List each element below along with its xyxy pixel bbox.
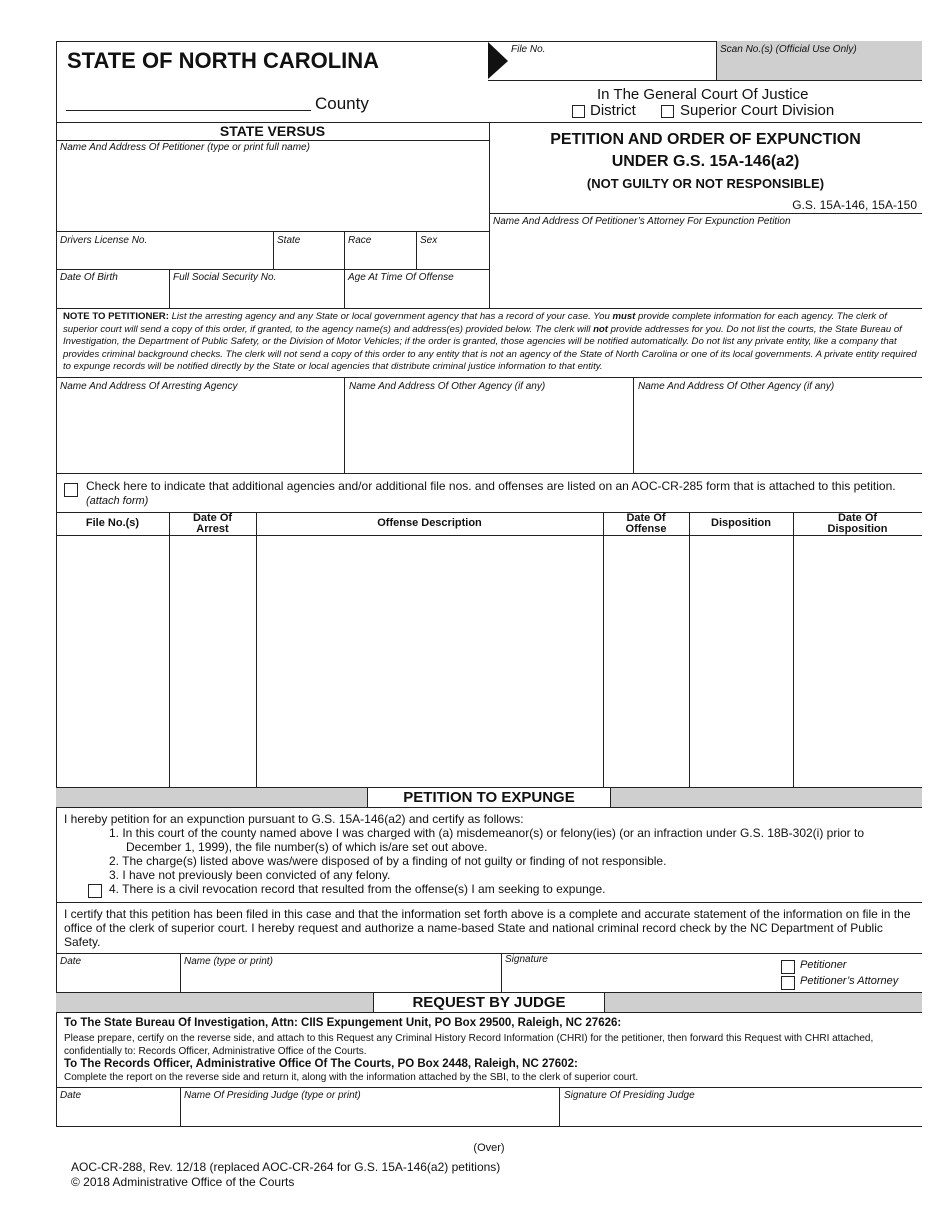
petition-item2: 2. The charge(s) listed above was/were disposed of by a finding of not guilty or finding of not responsible.	[109, 854, 667, 868]
race-sex-div	[416, 231, 417, 269]
petition-item1a: 1. In this court of the county named above I was charged with (a) misdemeanor(s) or felony(ies) (or an infraction under G.S. 18B-302(i) prior to	[109, 826, 865, 840]
agency-div2	[633, 377, 634, 473]
col-disposition: Disposition	[711, 517, 771, 529]
col-date-disp-1: Date Of	[837, 512, 878, 524]
col-offense-desc: Offense Description	[377, 517, 482, 529]
ssn-label: Full Social Security No.	[173, 272, 277, 283]
additional-agencies-checkbox[interactable]	[64, 481, 78, 499]
col-file-no: File No.(s)	[85, 517, 140, 529]
row-dob-top	[56, 269, 489, 270]
certify-text: I certify that this petition has been filed in this case and that the information set forth above is a complete and accurate statement of the information on file in the office of the clerk of superior court. I hereby request and authorize a name-based State and national criminal record check by the NC Department of Public Safety.	[64, 907, 911, 949]
additional-agencies-text	[86, 479, 906, 508]
sig-div2	[501, 953, 502, 992]
agency-bottom	[56, 473, 922, 474]
tcol2	[256, 512, 257, 787]
court-line: In The General Court Of Justice	[597, 86, 809, 103]
arrow-icon	[488, 42, 510, 80]
sig-div1	[180, 953, 181, 992]
district-label: District	[590, 102, 636, 119]
dob-ssn-div	[169, 269, 170, 308]
state-versus: STATE VERSUS	[219, 123, 326, 139]
check-attach: (attach form)	[86, 495, 149, 507]
note-part3: provide addresses for you. Do not list the courts, the State Bureau of Investigation, the Department of Public Safety, or the Division of Motor Vehicles; if the order is granted, those agencies will be notified automatically. Do not list any private entity, like a company that provides criminal background checks. The clerk will not send a copy of this order to any entity that is not an agency of the State of North Carolina or one of its local governments. A private entity required to expunge records will be notified directly by the State or local agencies that distribute criminal justice information to that entity.	[63, 323, 917, 372]
col-date-offense-1: Date Of	[626, 512, 666, 524]
title-line2: UNDER G.S. 15A-146(a2)	[611, 153, 800, 170]
state-label: State	[277, 235, 301, 246]
dob-label: Date Of Birth	[60, 272, 118, 283]
form-number: AOC-CR-288, Rev. 12/18 (replaced AOC-CR-264 for G.S. 15A-146(a2) petitions)	[71, 1160, 501, 1174]
petition-item3: 3. I have not previously been convicted of any felony.	[109, 868, 391, 882]
attorney-top	[489, 213, 922, 214]
sv-underline	[56, 140, 489, 141]
col-date-arrest-2: Arrest	[196, 523, 229, 535]
petitioner-name-label: Name And Address Of Petitioner (type or print full name)	[60, 142, 310, 153]
request-heading: REQUEST BY JUDGE	[373, 992, 605, 1013]
petition-item1b: December 1, 1999), the file number(s) of which is/are set out above.	[126, 840, 488, 854]
judge-div1	[180, 1087, 181, 1126]
col-date-arrest-1: Date Of	[192, 512, 233, 524]
col-date-disp-2: Disposition	[827, 523, 888, 535]
sbi-heading: To The State Bureau Of Investigation, Attn: CIIS Expungement Unit, PO Box 29500, Raleigh, NC 27626:	[64, 1017, 622, 1029]
petitioner-attorney-label: Petitioner’s Attorney	[800, 975, 899, 987]
note-to-petitioner	[63, 311, 919, 374]
file-no-label: File No.	[511, 44, 546, 55]
petition-date-label: Date	[60, 956, 82, 967]
sig-row-top	[56, 953, 922, 954]
col-date-offense-2: Offense	[625, 523, 667, 535]
mid-divider	[489, 122, 490, 308]
copyright: © 2018 Administrative Office of the Courts	[71, 1175, 295, 1189]
judge-date-label: Date	[60, 1090, 82, 1101]
aoc-text: Complete the report on the reverse side and return it, along with the information attached by the SBI, to the clerk of superior court.	[64, 1072, 639, 1083]
agency-div1	[344, 377, 345, 473]
tcol3	[603, 512, 604, 787]
sex-label: Sex	[420, 235, 438, 246]
county-underline[interactable]	[66, 110, 311, 111]
note-not: not	[593, 323, 608, 335]
petition-heading: PETITION TO EXPUNGE	[367, 787, 611, 808]
dl-state-div	[273, 231, 274, 269]
note-part1: List the arresting agency and any State or local government agency that has a record of your case. You	[168, 311, 613, 322]
note-prefix: NOTE TO PETITIONER:	[63, 311, 169, 322]
note-must: must	[612, 311, 636, 322]
drivers-license-label: Drivers License No.	[60, 235, 148, 246]
judge-row-bottom	[56, 1126, 922, 1127]
superior-checkbox[interactable]	[661, 103, 674, 121]
superior-label: Superior Court Division	[680, 102, 835, 119]
race-label: Race	[348, 235, 372, 246]
col-date-offense	[603, 513, 689, 535]
tcol4	[689, 512, 690, 787]
district-checkbox[interactable]	[572, 103, 585, 121]
agency-top	[56, 377, 922, 378]
check-text: Check here to indicate that additional agencies and/or additional file nos. and offenses are listed on an AOC-CR-285 form that is attached to this petition.	[86, 479, 896, 493]
petition-name-label: Name (type or print)	[184, 956, 273, 967]
other-agency2-label: Name And Address Of Other Agency (if any)	[638, 381, 835, 392]
petitioner-label: Petitioner	[800, 959, 847, 971]
tcol1	[169, 512, 170, 787]
form-border-left	[56, 41, 57, 1126]
aoc-heading: To The Records Officer, Administrative Office Of The Courts, PO Box 2448, Raleigh, NC 27602:	[64, 1058, 578, 1070]
item4-checkbox[interactable]	[88, 882, 102, 900]
note-part2: provide complete information for each agency. The clerk of superior court will send a copy of this order, if granted, to the agency name(s) and address(es) provided below. The clerk will	[63, 311, 887, 335]
petition-signature-label: Signature	[505, 954, 548, 965]
judge-signature-label: Signature Of Presiding Judge	[564, 1090, 695, 1101]
tcol5	[793, 512, 794, 787]
petition-item4: 4. There is a civil revocation record that resulted from the offense(s) I am seeking to expunge.	[109, 882, 606, 896]
statute-ref: G.S. 15A-146, 15A-150	[792, 198, 917, 212]
title-line3: (NOT GUILTY OR NOT RESPONSIBLE)	[586, 176, 825, 191]
judge-div2	[559, 1087, 560, 1126]
over-label: (Over)	[473, 1142, 505, 1154]
county-label: County	[315, 94, 369, 113]
sbi-text: Please prepare, certify on the reverse side, and attach to this Request any Criminal History Record Information (CHRI) for the petitioner, then forward this Request with CHRI attached, confidentially to: Records Officer, Administrative Office of the Courts.	[64, 1033, 874, 1057]
col-date-disposition	[793, 513, 922, 535]
other-agency1-label: Name And Address Of Other Agency (if any)	[349, 381, 546, 392]
state-title: STATE OF NORTH CAROLINA	[67, 48, 380, 73]
attorney-label: Name And Address Of Petitioner’s Attorney For Expunction Petition	[493, 216, 791, 227]
age-label: Age At Time Of Offense	[348, 272, 454, 283]
upper-bottom	[56, 308, 922, 309]
arresting-agency-label: Name And Address Of Arresting Agency	[60, 381, 238, 392]
title-line1: PETITION AND ORDER OF EXPUNCTION	[550, 131, 861, 148]
certify-top	[56, 902, 922, 903]
attorney-checkbox[interactable]	[781, 974, 795, 992]
judge-row-top	[56, 1087, 922, 1088]
petition-intro: I hereby petition for an expunction pursuant to G.S. 15A-146(a2) and certify as follows:	[64, 812, 524, 826]
col-date-arrest	[169, 513, 256, 535]
scan-no-label: Scan No.(s) (Official Use Only)	[720, 44, 857, 55]
judge-name-label: Name Of Presiding Judge (type or print)	[184, 1090, 361, 1101]
file-no-underline	[488, 80, 922, 81]
